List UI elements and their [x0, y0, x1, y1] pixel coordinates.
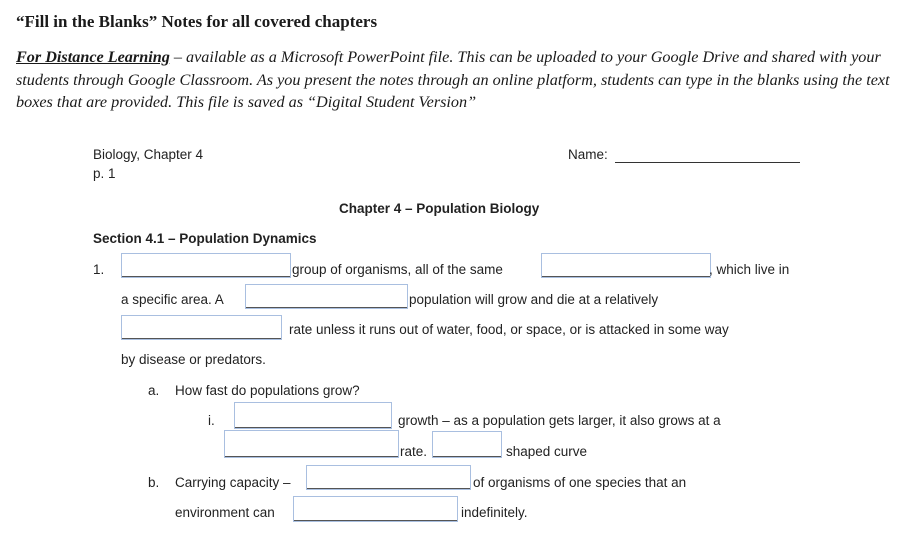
blank-text-box[interactable]: [293, 496, 458, 522]
blank-text-box[interactable]: [245, 284, 408, 309]
name-label: Name:: [568, 147, 608, 162]
item1-text: population will grow and die at a relatively: [409, 292, 659, 307]
item-b-text: environment can: [175, 505, 275, 520]
item-a-text: shaped curve: [506, 444, 588, 459]
item-a-text: growth – as a population gets larger, it also grows at a: [398, 413, 721, 428]
subitem-label: b.: [148, 475, 160, 490]
item1-text: rate unless it runs out of water, food, or space, or is attacked in some way: [289, 322, 729, 337]
item-b-text: Carrying capacity –: [175, 475, 291, 490]
question-text: How fast do populations grow?: [175, 383, 360, 398]
intro-paragraph: [16, 46, 901, 114]
item-b-text: indefinitely.: [461, 505, 528, 520]
item1-text: , which live in: [709, 262, 790, 277]
blank-text-box[interactable]: [432, 431, 502, 458]
intro-lead: For Distance Learning: [16, 48, 170, 66]
blank-text-box[interactable]: [121, 253, 291, 278]
course-label: Biology, Chapter 4: [93, 147, 204, 162]
blank-text-box[interactable]: [224, 430, 399, 458]
blank-text-box[interactable]: [306, 465, 471, 490]
chapter-title: Chapter 4 – Population Biology: [339, 201, 540, 216]
intro-text: – available as a Microsoft PowerPoint file. This can be uploaded to your Google Drive and shared with your students through Google Classroom. As you present the notes through an online platform, students can type in the blanks using the text boxes that are provided. This file is saved as “Digital Student Version”: [16, 48, 890, 111]
subitem-label: a.: [148, 383, 160, 398]
item-number: 1.: [93, 262, 105, 277]
item1-text: group of organisms, all of the same: [292, 262, 503, 277]
name-line[interactable]: [615, 162, 800, 163]
blank-text-box[interactable]: [121, 315, 282, 340]
blank-text-box[interactable]: [541, 253, 711, 278]
item1-text: a specific area. A: [121, 292, 224, 307]
item-a-text: rate.: [400, 444, 428, 459]
blank-text-box[interactable]: [234, 402, 392, 429]
section-title: Section 4.1 – Population Dynamics: [93, 231, 317, 246]
subitem-label: i.: [208, 413, 215, 428]
page-number: p. 1: [93, 166, 116, 181]
page-heading: “Fill in the Blanks” Notes for all covered chapters: [16, 12, 378, 31]
item1-text: by disease or predators.: [121, 352, 266, 367]
item-b-text: of organisms of one species that an: [473, 475, 687, 490]
